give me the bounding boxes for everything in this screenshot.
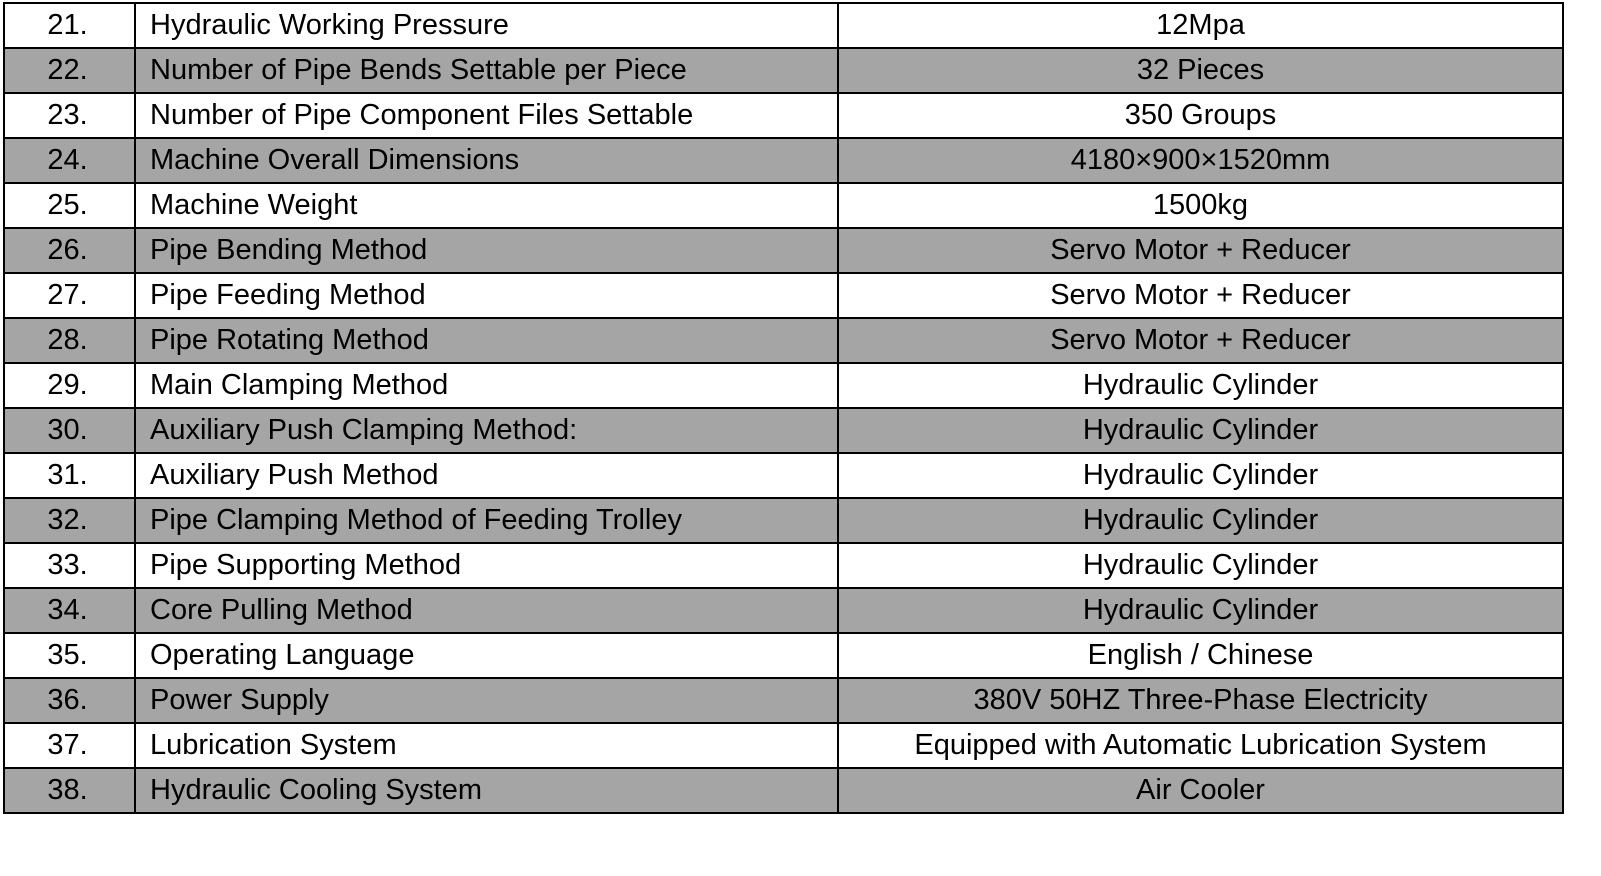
row-number-cell: 21.: [4, 3, 135, 48]
parameter-name-cell: Hydraulic Cooling System: [135, 768, 838, 813]
table-row: [4, 678, 1563, 723]
row-number-cell: 22.: [4, 48, 135, 93]
parameter-name-cell: Lubrication System: [135, 723, 838, 768]
parameter-name-cell: Operating Language: [135, 633, 838, 678]
row-number-cell: 26.: [4, 228, 135, 273]
row-number-cell: 33.: [4, 543, 135, 588]
parameter-value-cell: 380V 50HZ Three-Phase Electricity: [838, 678, 1563, 723]
row-number-cell: 28.: [4, 318, 135, 363]
parameter-value-cell: Hydraulic Cylinder: [838, 408, 1563, 453]
parameter-value-cell: 32 Pieces: [838, 48, 1563, 93]
parameter-value-cell: Hydraulic Cylinder: [838, 543, 1563, 588]
parameter-value-cell: Equipped with Automatic Lubrication System: [838, 723, 1563, 768]
parameter-value-cell: English / Chinese: [838, 633, 1563, 678]
parameter-name-cell: Number of Pipe Bends Settable per Piece: [135, 48, 838, 93]
table-row: [4, 228, 1563, 273]
parameter-name-cell: Pipe Bending Method: [135, 228, 838, 273]
parameter-name-cell: Auxiliary Push Clamping Method:: [135, 408, 838, 453]
parameter-name-cell: Pipe Feeding Method: [135, 273, 838, 318]
row-number-cell: 32.: [4, 498, 135, 543]
parameter-value-cell: Servo Motor + Reducer: [838, 228, 1563, 273]
parameter-value-cell: Hydraulic Cylinder: [838, 588, 1563, 633]
table-row: [4, 588, 1563, 633]
parameter-value-cell: Hydraulic Cylinder: [838, 498, 1563, 543]
parameter-value-cell: Servo Motor + Reducer: [838, 273, 1563, 318]
parameter-value-cell: Servo Motor + Reducer: [838, 318, 1563, 363]
table-row: [4, 723, 1563, 768]
parameter-value-cell: 350 Groups: [838, 93, 1563, 138]
parameter-name-cell: Core Pulling Method: [135, 588, 838, 633]
specification-table: [3, 2, 1564, 814]
row-number-cell: 35.: [4, 633, 135, 678]
specification-table-body: [4, 3, 1563, 813]
table-row: [4, 93, 1563, 138]
row-number-cell: 36.: [4, 678, 135, 723]
table-row: [4, 768, 1563, 813]
row-number-cell: 31.: [4, 453, 135, 498]
parameter-name-cell: Number of Pipe Component Files Settable: [135, 93, 838, 138]
table-row: [4, 498, 1563, 543]
row-number-cell: 23.: [4, 93, 135, 138]
parameter-value-cell: 12Mpa: [838, 3, 1563, 48]
parameter-name-cell: Hydraulic Working Pressure: [135, 3, 838, 48]
table-row: [4, 318, 1563, 363]
parameter-name-cell: Auxiliary Push Method: [135, 453, 838, 498]
parameter-value-cell: 1500kg: [838, 183, 1563, 228]
row-number-cell: 29.: [4, 363, 135, 408]
row-number-cell: 37.: [4, 723, 135, 768]
parameter-value-cell: 4180×900×1520mm: [838, 138, 1563, 183]
row-number-cell: 30.: [4, 408, 135, 453]
row-number-cell: 25.: [4, 183, 135, 228]
row-number-cell: 34.: [4, 588, 135, 633]
parameter-value-cell: Hydraulic Cylinder: [838, 453, 1563, 498]
table-row: [4, 183, 1563, 228]
table-row: [4, 3, 1563, 48]
parameter-name-cell: Pipe Supporting Method: [135, 543, 838, 588]
parameter-value-cell: Hydraulic Cylinder: [838, 363, 1563, 408]
table-row: [4, 408, 1563, 453]
row-number-cell: 24.: [4, 138, 135, 183]
parameter-name-cell: Machine Overall Dimensions: [135, 138, 838, 183]
row-number-cell: 38.: [4, 768, 135, 813]
table-row: [4, 273, 1563, 318]
row-number-cell: 27.: [4, 273, 135, 318]
table-row: [4, 138, 1563, 183]
table-row: [4, 453, 1563, 498]
parameter-value-cell: Air Cooler: [838, 768, 1563, 813]
parameter-name-cell: Pipe Rotating Method: [135, 318, 838, 363]
table-row: [4, 543, 1563, 588]
table-row: [4, 48, 1563, 93]
table-row: [4, 363, 1563, 408]
parameter-name-cell: Power Supply: [135, 678, 838, 723]
parameter-name-cell: Machine Weight: [135, 183, 838, 228]
parameter-name-cell: Pipe Clamping Method of Feeding Trolley: [135, 498, 838, 543]
parameter-name-cell: Main Clamping Method: [135, 363, 838, 408]
table-row: [4, 633, 1563, 678]
